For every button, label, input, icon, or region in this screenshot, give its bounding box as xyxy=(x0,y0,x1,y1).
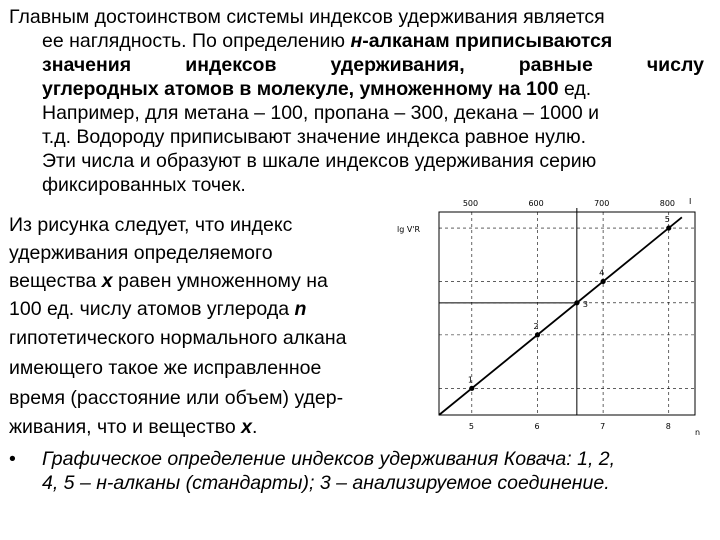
para1-line-8: фиксированных точек. xyxy=(42,174,246,196)
para1-line-4: углеродных атомов в молекуле, умноженному на 100 ед. xyxy=(42,78,592,100)
para2-line-2: удерживания определяемого xyxy=(9,242,273,264)
point-label-1: 1 xyxy=(467,375,473,385)
para2-line-3: вещества x равен умноженному на xyxy=(9,270,328,292)
para1-line-3: значения индексов удерживания, равные числу xyxy=(42,54,704,76)
caption-line-2: 4, 5 – н-алканы (стандарты); 3 – анализируемое соединение. xyxy=(42,472,610,494)
top-tick-500: 500 xyxy=(462,199,479,208)
bottom-tick-8: 8 xyxy=(665,422,671,431)
para2-line-4: 100 ед. числу атомов углерода n xyxy=(9,298,307,320)
plot-ticks xyxy=(463,199,675,431)
point-label-3: 3 xyxy=(582,299,588,309)
data-point-2 xyxy=(535,332,540,337)
y-axis-label: lg V'R xyxy=(397,225,421,234)
data-point-1 xyxy=(469,386,474,391)
para1-line-6: т.д. Водороду приписывают значение индекса равное нулю. xyxy=(42,126,587,148)
para2-line-5: гипотетического нормального алкана xyxy=(9,327,347,349)
caption-bullet: • xyxy=(9,448,16,470)
para1-line-1: Главным достоинством системы индексов удерживания является xyxy=(9,6,605,28)
para2-line-1: Из рисунка следует, что индекс xyxy=(9,214,293,236)
para2-line-8: живания, что и вещество x. xyxy=(9,416,258,438)
x-axis-label: n xyxy=(695,428,701,437)
caption-line-1: Графическое определение индексов удерживания Ковача: 1, 2, xyxy=(42,448,616,470)
bottom-tick-7: 7 xyxy=(600,422,606,431)
para1-line-7: Эти числа и образуют в шкале индексов удерживания серию xyxy=(42,150,597,172)
bottom-tick-6: 6 xyxy=(534,422,540,431)
point-label-5: 5 xyxy=(664,215,670,225)
para2-line-6: имеющего такое же исправленное xyxy=(9,357,322,379)
para1-line-2: ее наглядность. По определению н-алканам приписываются xyxy=(42,30,613,52)
fit-line xyxy=(439,217,682,415)
top-tick-700: 700 xyxy=(594,199,610,208)
point-label-4: 4 xyxy=(599,268,605,278)
data-point-4 xyxy=(601,279,606,284)
data-point-3 xyxy=(574,300,579,305)
top-tick-800: 800 xyxy=(659,199,676,208)
data-point-5 xyxy=(666,225,671,230)
para1-line-5: Например, для метана – 100, пропана – 300, декана – 1000 и xyxy=(42,102,600,124)
kovats-index-plot xyxy=(395,190,715,440)
bottom-tick-5: 5 xyxy=(468,422,474,431)
top-axis-label: I xyxy=(689,197,692,206)
para2-line-7: время (расстояние или объем) удер- xyxy=(9,387,344,409)
top-tick-600: 600 xyxy=(528,199,544,208)
point-label-2: 2 xyxy=(533,321,539,331)
